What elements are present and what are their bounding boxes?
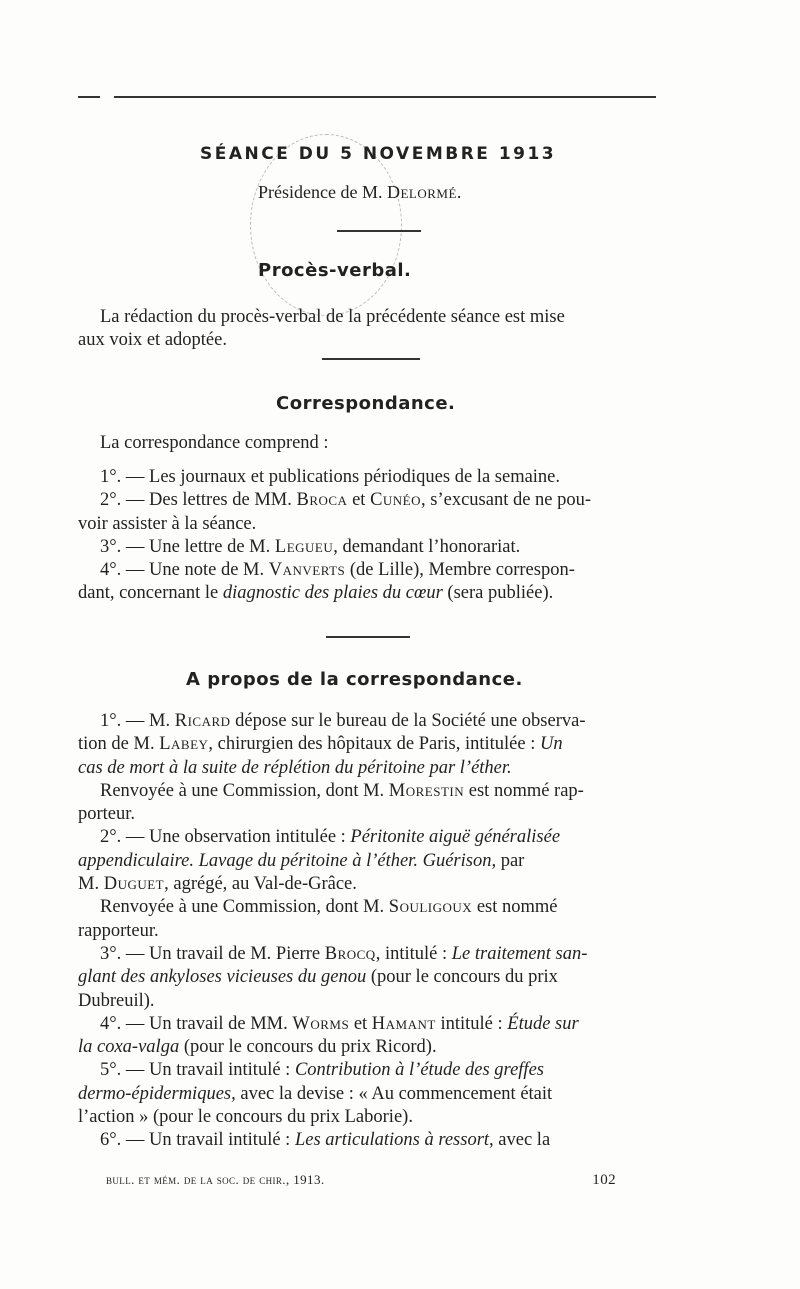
text-line: Dubreuil). xyxy=(78,990,155,1011)
text-line: 3°. — Un travail de M. Pierre Brocq, intitulé : Le traitement san- xyxy=(100,943,588,964)
journal-reference: bull. et mém. de la soc. de chir., 1913. xyxy=(106,1172,325,1187)
text-line: Renvoyée à une Commission, dont M. Morestin est nommé rap- xyxy=(100,780,584,801)
text-line: tion de M. Labey, chirurgien des hôpitaux de Paris, intitulée : Un xyxy=(78,734,563,755)
text-line: dermo-épidermiques, avec la devise : « Au commencement était xyxy=(78,1083,553,1104)
text-line: aux voix et adoptée. xyxy=(78,330,227,351)
person-name: Souligoux xyxy=(388,897,473,918)
section-divider xyxy=(326,636,410,638)
top-rule xyxy=(78,96,656,98)
person-name: Hamant xyxy=(371,1013,436,1034)
text-line: 6°. — Un travail intitulé : Les articulations à ressort, avec la xyxy=(100,1130,551,1151)
italic-title: diagnostic des plaies du cœur xyxy=(222,583,443,604)
person-name: Duguet xyxy=(103,874,165,895)
person-name: Worms xyxy=(292,1013,350,1034)
apropos-body xyxy=(78,710,672,1153)
text-line: 4°. — Un travail de MM. Worms et Hamant intitulé : Étude sur xyxy=(100,1013,579,1034)
person-name: Morestin xyxy=(388,780,465,801)
correspondance-heading: Correspondance. xyxy=(276,393,456,414)
page-number: 102 xyxy=(592,1172,616,1188)
presidence-line xyxy=(258,182,518,203)
text-line: appendiculaire. Lavage du péritoine à l’éther. Guérison, par xyxy=(78,850,525,871)
person-name: Legueu xyxy=(274,536,334,557)
text-line: cas de mort à la suite de réplétion du péritoine par l’éther. xyxy=(78,757,512,778)
president-name: Delormé. xyxy=(386,182,462,202)
rule-gap xyxy=(100,94,114,100)
correspondance-intro: La correspondance comprend : xyxy=(100,433,329,453)
person-name: Broca xyxy=(296,490,348,511)
text-line: la coxa-valga (pour le concours du prix Ricord). xyxy=(78,1037,437,1058)
person-name: Vanverts xyxy=(268,560,346,581)
person-name: Ricard xyxy=(174,711,231,731)
correspondance-list xyxy=(78,432,672,455)
list-item: 2°. — Des lettres de MM. Broca et Cunéo, s’excusant de ne pou- xyxy=(100,490,592,511)
list-item-continued: dant, concernant le diagnostic des plaies du cœur (sera publiée). xyxy=(78,583,554,604)
text-line: 2°. — Une observation intitulée : Péritonite aiguë généralisée xyxy=(100,827,561,848)
text-line: Renvoyée à une Commission, dont M. Souligoux est nommé xyxy=(100,897,558,918)
correspondance-items xyxy=(78,466,672,606)
text-line: l’action » (pour le concours du prix Laborie). xyxy=(78,1107,413,1128)
section-divider xyxy=(337,230,421,232)
person-name: Labey xyxy=(159,734,209,755)
session-title: SÉANCE DU 5 NOVEMBRE 1913 xyxy=(200,144,557,164)
person-name: Brocq xyxy=(324,943,376,964)
presidence-prefix: Présidence de M. xyxy=(258,182,383,202)
person-name: Cunéo xyxy=(370,490,422,511)
text-line: rapporteur. xyxy=(78,920,159,941)
section-divider xyxy=(322,358,420,360)
text-line: 1°. — M. Ricard dépose sur le bureau de la Société une observa- xyxy=(100,711,586,731)
page-footer xyxy=(106,1172,616,1188)
list-item-continued: voir assister à la séance. xyxy=(78,513,257,534)
text-line: glant des ankyloses vicieuses du genou (pour le concours du prix xyxy=(78,967,558,988)
text-line: La rédaction du procès-verbal de la précédente séance est mise xyxy=(100,307,565,327)
text-line: M. Duguet, agrégé, au Val-de-Grâce. xyxy=(78,874,357,895)
text-line: 5°. — Un travail intitulé : Contribution à l’étude des greffes xyxy=(100,1060,544,1081)
proces-verbal-heading: Procès-verbal. xyxy=(258,260,412,281)
apropos-heading: A propos de la correspondance. xyxy=(186,669,523,690)
list-item: 4°. — Une note de M. Vanverts (de Lille), Membre correspon- xyxy=(100,560,575,581)
list-item: 1°. — Les journaux et publications périodiques de la semaine. xyxy=(100,467,561,487)
list-item: 3°. — Une lettre de M. Legueu, demandant l’honorariat. xyxy=(100,536,521,557)
proces-verbal-text xyxy=(78,306,672,353)
text-line: porteur. xyxy=(78,804,136,825)
